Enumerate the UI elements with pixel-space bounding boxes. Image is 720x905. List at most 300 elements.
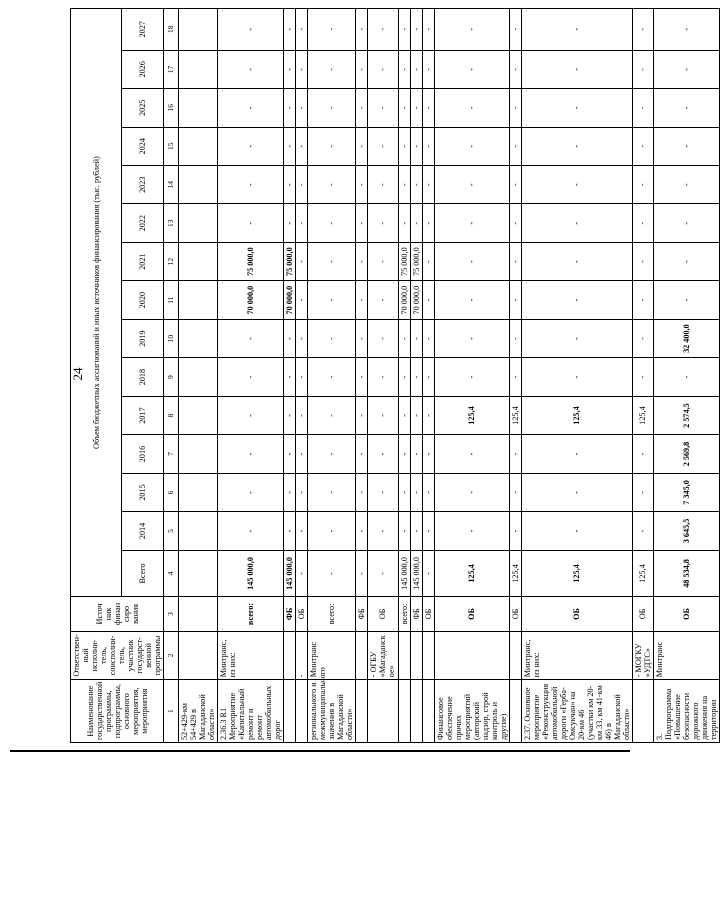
row-year-value: -: [368, 89, 398, 127]
row-year-value: -: [521, 281, 632, 319]
row-year-value: -: [218, 396, 284, 434]
row-year-value: [179, 358, 218, 396]
row-year-value: -: [509, 89, 521, 127]
row-year-value: -: [410, 50, 422, 88]
row-year-value: -: [218, 473, 284, 511]
row-year-value: -: [521, 165, 632, 203]
row-year-value: -: [410, 435, 422, 473]
header-year: 2027: [122, 9, 164, 51]
row-source: ОБ: [632, 597, 653, 631]
row-year-value: -: [308, 396, 356, 434]
row-year-value: -: [653, 358, 719, 396]
row-responsible: [398, 631, 410, 680]
header-year: 2014: [122, 512, 164, 550]
row-source: ОБ: [434, 597, 509, 631]
budget-table: [70, 8, 720, 743]
row-year-value: -: [434, 89, 509, 127]
row-year-value: 70 000,0: [284, 281, 296, 319]
row-source: всего:: [308, 597, 356, 631]
row-year-value: -: [509, 165, 521, 203]
row-name: [509, 680, 521, 743]
row-total: 125,4: [509, 550, 521, 597]
row-year-value: -: [509, 435, 521, 473]
row-year-value: -: [398, 165, 410, 203]
row-year-value: -: [521, 435, 632, 473]
row-year-value: -: [410, 358, 422, 396]
row-year-value: [179, 396, 218, 434]
row-year-value: -: [434, 435, 509, 473]
row-year-value: -: [398, 319, 410, 357]
row-source: ОБ: [509, 597, 521, 631]
row-year-value: -: [368, 50, 398, 88]
row-name: 3. Подпрограмма «Повышение безопасности дорожного движения на территории: [653, 680, 719, 743]
row-year-value: -: [368, 281, 398, 319]
row-responsible: [434, 631, 509, 680]
row-year-value: -: [308, 89, 356, 127]
column-index: 8: [164, 396, 179, 434]
row-year-value: -: [308, 242, 356, 280]
row-year-value: -: [509, 50, 521, 88]
row-year-value: -: [434, 242, 509, 280]
header-year: 2024: [122, 127, 164, 165]
row-responsible: - МОГКУ «УДТС»: [632, 631, 653, 680]
row-year-value: -: [284, 473, 296, 511]
row-responsible: - ОГБУ «Магаданск ое»: [368, 631, 398, 680]
row-year-value: [179, 204, 218, 242]
column-index: 3: [164, 597, 179, 631]
table-row: [296, 9, 308, 743]
row-name: [410, 680, 422, 743]
row-year-value: -: [296, 281, 308, 319]
row-year-value: -: [410, 127, 422, 165]
row-name: 2.37. Основное мероприятие «Реконструкция автомобильной дороги «Герба-Омсукчан» на 20-км 46 (участки км 20-км 33, км 41-км 46) в Магаданской области»: [521, 680, 632, 743]
row-name: [632, 680, 653, 743]
row-year-value: -: [632, 473, 653, 511]
row-year-value: -: [284, 319, 296, 357]
row-year-value: -: [521, 358, 632, 396]
column-index: 6: [164, 473, 179, 511]
row-year-value: -: [368, 242, 398, 280]
bottom-rule: [10, 750, 630, 752]
row-year-value: -: [653, 9, 719, 51]
row-responsible: Минтранс: [653, 631, 719, 680]
table-row: [218, 9, 284, 743]
row-responsible: [410, 631, 422, 680]
row-source: ОБ: [296, 597, 308, 631]
row-year-value: -: [653, 127, 719, 165]
row-year-value: -: [398, 9, 410, 51]
row-year-value: -: [521, 127, 632, 165]
header-year: 2026: [122, 50, 164, 88]
header-name: Наименование государственной программы, подпрограммы, основного мероприятия, мероприятия: [71, 680, 164, 743]
row-source: всего:: [218, 597, 284, 631]
row-source: ФБ: [356, 597, 368, 631]
row-year-value: 70 000,0: [410, 281, 422, 319]
row-year-value: -: [218, 204, 284, 242]
row-year-value: -: [296, 435, 308, 473]
row-source: всего:: [398, 597, 410, 631]
header-year: 2025: [122, 89, 164, 127]
row-year-value: -: [422, 473, 434, 511]
row-total: [179, 550, 218, 597]
row-year-value: -: [218, 9, 284, 51]
row-year-value: -: [284, 127, 296, 165]
row-year-value: -: [308, 512, 356, 550]
row-year-value: -: [653, 165, 719, 203]
column-index: 12: [164, 242, 179, 280]
row-responsible: -: [296, 631, 308, 680]
column-index: 1: [164, 680, 179, 743]
row-year-value: -: [521, 242, 632, 280]
table-row: [284, 9, 296, 743]
row-year-value: -: [632, 204, 653, 242]
table-row: [308, 9, 356, 743]
row-year-value: -: [422, 396, 434, 434]
row-year-value: -: [356, 165, 368, 203]
row-year-value: 75 000,0: [410, 242, 422, 280]
row-year-value: -: [653, 242, 719, 280]
row-year-value: -: [521, 473, 632, 511]
row-year-value: -: [521, 50, 632, 88]
row-source: ОБ: [521, 597, 632, 631]
column-index: 7: [164, 435, 179, 473]
row-year-value: -: [284, 9, 296, 51]
row-total: 125,4: [521, 550, 632, 597]
row-year-value: -: [422, 319, 434, 357]
row-responsible: Минтранс, из них:: [521, 631, 632, 680]
row-name: [398, 680, 410, 743]
table-row: [410, 9, 422, 743]
row-year-value: -: [410, 89, 422, 127]
header-year: 2015: [122, 473, 164, 511]
row-year-value: -: [632, 319, 653, 357]
row-responsible: [179, 631, 218, 680]
row-year-value: 2 574,5: [653, 396, 719, 434]
row-source: ФБ: [284, 597, 296, 631]
row-year-value: -: [296, 204, 308, 242]
row-year-value: -: [296, 165, 308, 203]
row-year-value: -: [296, 50, 308, 88]
row-year-value: -: [356, 396, 368, 434]
row-year-value: -: [422, 9, 434, 51]
row-year-value: -: [284, 358, 296, 396]
row-year-value: -: [308, 50, 356, 88]
row-source: ОБ: [368, 597, 398, 631]
row-responsible: [422, 631, 434, 680]
row-year-value: -: [368, 127, 398, 165]
row-year-value: -: [218, 127, 284, 165]
row-year-value: -: [434, 9, 509, 51]
row-year-value: 2 569,8: [653, 435, 719, 473]
row-year-value: -: [308, 165, 356, 203]
row-year-value: [179, 50, 218, 88]
row-name: Финансовое обеспечение прочих мероприятий (авторский надзор, строй контроль и другие): [434, 680, 509, 743]
column-index: 10: [164, 319, 179, 357]
column-index: 13: [164, 204, 179, 242]
row-year-value: -: [398, 473, 410, 511]
row-year-value: -: [422, 358, 434, 396]
row-year-value: [179, 319, 218, 357]
row-responsible: Минтранс, из них:: [218, 631, 284, 680]
row-year-value: [179, 435, 218, 473]
row-total: 145 000,0: [410, 550, 422, 597]
row-year-value: -: [296, 473, 308, 511]
row-year-value: -: [356, 281, 368, 319]
row-year-value: 125,4: [509, 396, 521, 434]
row-year-value: -: [218, 50, 284, 88]
header-funding-title: Объем бюджетных ассигнований и иных источников финансирования (тыс. рублей): [71, 9, 122, 597]
row-year-value: -: [296, 127, 308, 165]
row-year-value: -: [284, 512, 296, 550]
row-year-value: -: [509, 281, 521, 319]
row-year-value: -: [653, 204, 719, 242]
header-year: 2019: [122, 319, 164, 357]
row-source: [179, 597, 218, 631]
row-year-value: [179, 512, 218, 550]
row-year-value: 125,4: [632, 396, 653, 434]
row-year-value: -: [422, 242, 434, 280]
row-year-value: 70 000,0: [218, 281, 284, 319]
row-year-value: -: [296, 358, 308, 396]
row-year-value: -: [284, 204, 296, 242]
row-year-value: -: [296, 9, 308, 51]
row-year-value: 125,4: [521, 396, 632, 434]
row-year-value: -: [356, 473, 368, 511]
row-year-value: -: [509, 127, 521, 165]
row-year-value: -: [308, 9, 356, 51]
table-row: [653, 9, 719, 743]
row-year-value: -: [422, 204, 434, 242]
row-year-value: 32 400,0: [653, 319, 719, 357]
row-year-value: -: [368, 165, 398, 203]
row-responsible: [509, 631, 521, 680]
row-year-value: -: [434, 204, 509, 242]
row-year-value: -: [356, 242, 368, 280]
row-total: -: [356, 550, 368, 597]
row-year-value: -: [521, 204, 632, 242]
row-year-value: -: [308, 473, 356, 511]
header-year: 2018: [122, 358, 164, 396]
column-index: 2: [164, 631, 179, 680]
row-year-value: -: [398, 435, 410, 473]
row-year-value: -: [422, 50, 434, 88]
row-year-value: [179, 473, 218, 511]
row-year-value: -: [632, 358, 653, 396]
page-number: 24: [70, 367, 85, 381]
row-year-value: -: [284, 89, 296, 127]
row-year-value: -: [284, 435, 296, 473]
row-name: [296, 680, 308, 743]
row-year-value: -: [218, 89, 284, 127]
row-year-value: -: [296, 512, 308, 550]
column-index: 14: [164, 165, 179, 203]
table-row: [521, 9, 632, 743]
row-year-value: 75 000,0: [284, 242, 296, 280]
row-year-value: -: [434, 281, 509, 319]
row-year-value: -: [422, 165, 434, 203]
row-year-value: -: [632, 127, 653, 165]
column-index: 17: [164, 50, 179, 88]
row-total: -: [422, 550, 434, 597]
row-year-value: -: [509, 319, 521, 357]
row-year-value: -: [632, 242, 653, 280]
row-year-value: -: [356, 319, 368, 357]
row-year-value: 125,4: [434, 396, 509, 434]
row-name: 2.36.3 R1 Мероприятие «Капитальный ремонт и ремонт автомобильных дорог: [218, 680, 284, 743]
row-year-value: [179, 127, 218, 165]
row-year-value: -: [218, 512, 284, 550]
row-year-value: -: [398, 358, 410, 396]
row-name: [356, 680, 368, 743]
table-row: [356, 9, 368, 743]
row-year-value: -: [653, 89, 719, 127]
header-year: 2016: [122, 435, 164, 473]
row-year-value: -: [434, 319, 509, 357]
row-year-value: -: [434, 127, 509, 165]
row-year-value: -: [410, 396, 422, 434]
row-year-value: -: [398, 204, 410, 242]
row-total: 125,4: [632, 550, 653, 597]
row-year-value: -: [356, 204, 368, 242]
row-year-value: -: [632, 281, 653, 319]
row-year-value: -: [356, 435, 368, 473]
column-index: 18: [164, 9, 179, 51]
row-year-value: -: [284, 50, 296, 88]
header-year: 2020: [122, 281, 164, 319]
row-year-value: -: [653, 50, 719, 88]
table-row: [422, 9, 434, 743]
row-year-value: -: [296, 89, 308, 127]
row-year-value: -: [509, 473, 521, 511]
row-year-value: -: [422, 89, 434, 127]
header-year: 2023: [122, 165, 164, 203]
row-year-value: -: [632, 435, 653, 473]
row-year-value: -: [218, 319, 284, 357]
header-responsible: Ответствен-ный исполни-тель, соисполни-тель, участник государст-венной программы: [71, 631, 164, 680]
row-year-value: 7 345,0: [653, 473, 719, 511]
index-row: [164, 9, 179, 743]
row-year-value: -: [521, 9, 632, 51]
row-year-value: [179, 281, 218, 319]
row-total: 145 000,0: [398, 550, 410, 597]
row-year-value: -: [521, 89, 632, 127]
row-year-value: -: [632, 165, 653, 203]
row-year-value: [179, 9, 218, 51]
row-year-value: -: [308, 281, 356, 319]
row-year-value: -: [368, 358, 398, 396]
row-year-value: -: [398, 89, 410, 127]
row-year-value: -: [398, 396, 410, 434]
table-row: [368, 9, 398, 743]
row-year-value: -: [398, 127, 410, 165]
row-year-value: -: [296, 242, 308, 280]
row-year-value: -: [368, 396, 398, 434]
row-year-value: -: [398, 50, 410, 88]
row-year-value: [179, 89, 218, 127]
row-year-value: -: [410, 165, 422, 203]
row-year-value: -: [434, 512, 509, 550]
row-total: 145 000,0: [218, 550, 284, 597]
row-name: [368, 680, 398, 743]
row-year-value: [179, 165, 218, 203]
row-total: -: [296, 550, 308, 597]
row-year-value: -: [521, 319, 632, 357]
table-row: [509, 9, 521, 743]
column-index: 9: [164, 358, 179, 396]
row-year-value: -: [356, 89, 368, 127]
row-year-value: -: [308, 435, 356, 473]
row-year-value: -: [632, 89, 653, 127]
row-year-value: -: [422, 281, 434, 319]
row-year-value: 70 000,0: [398, 281, 410, 319]
column-index: 15: [164, 127, 179, 165]
row-year-value: -: [422, 512, 434, 550]
row-year-value: -: [434, 50, 509, 88]
row-total: 48 534,8: [653, 550, 719, 597]
row-year-value: -: [632, 512, 653, 550]
header-row: [71, 9, 122, 743]
row-total: -: [368, 550, 398, 597]
row-year-value: -: [368, 435, 398, 473]
row-year-value: -: [410, 473, 422, 511]
row-year-value: -: [356, 512, 368, 550]
row-total: 125,4: [434, 550, 509, 597]
header-source: Источ ник финан сиро вания: [71, 597, 164, 631]
table-row: [398, 9, 410, 743]
row-total: -: [308, 550, 356, 597]
row-year-value: -: [434, 358, 509, 396]
header-year: 2022: [122, 204, 164, 242]
row-year-value: 75 000,0: [218, 242, 284, 280]
row-year-value: -: [509, 9, 521, 51]
table-viewport: [70, 8, 718, 743]
row-year-value: 3 645,5: [653, 512, 719, 550]
column-index: 11: [164, 281, 179, 319]
header-total: Всего: [122, 550, 164, 597]
row-year-value: -: [368, 319, 398, 357]
column-index: 5: [164, 512, 179, 550]
row-name: регионального и межмуниципального значения в Магаданской области»: [308, 680, 356, 743]
row-year-value: -: [308, 127, 356, 165]
table-row: [632, 9, 653, 743]
row-year-value: -: [296, 396, 308, 434]
row-responsible: Минтранс: [308, 631, 356, 680]
row-year-value: -: [653, 281, 719, 319]
row-year-value: -: [434, 473, 509, 511]
row-year-value: -: [368, 473, 398, 511]
row-year-value: -: [308, 358, 356, 396]
row-year-value: -: [509, 204, 521, 242]
row-year-value: -: [632, 9, 653, 51]
row-year-value: -: [434, 165, 509, 203]
row-year-value: -: [410, 319, 422, 357]
row-year-value: -: [308, 319, 356, 357]
row-source: ФБ: [410, 597, 422, 631]
row-year-value: -: [356, 9, 368, 51]
row-year-value: -: [308, 204, 356, 242]
table-row: [434, 9, 509, 743]
row-year-value: -: [509, 242, 521, 280]
row-year-value: -: [398, 512, 410, 550]
row-name: [422, 680, 434, 743]
column-index: 4: [164, 550, 179, 597]
row-year-value: -: [509, 512, 521, 550]
header-year: 2021: [122, 242, 164, 280]
row-year-value: -: [218, 165, 284, 203]
row-year-value: -: [422, 127, 434, 165]
row-year-value: -: [509, 358, 521, 396]
row-name: [284, 680, 296, 743]
